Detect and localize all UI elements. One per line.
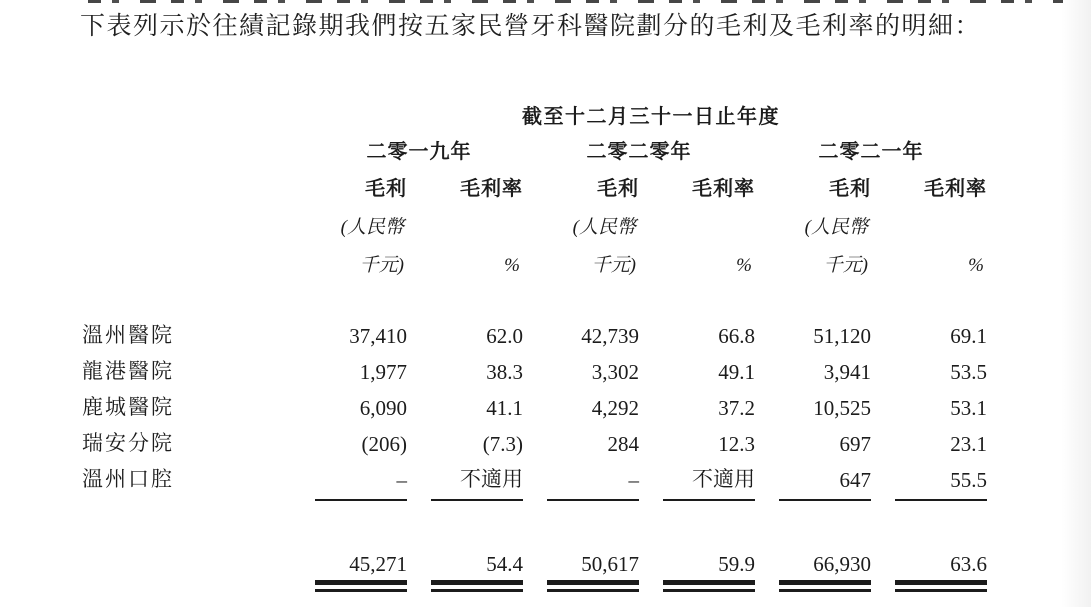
row-label: 鹿城醫院 — [82, 395, 174, 419]
cell-value: 3,302 — [591, 360, 639, 384]
double-rule — [895, 580, 987, 592]
col-header-gross-margin: 毛利率 — [460, 178, 523, 200]
table-row — [82, 421, 987, 457]
cell-value: 69.1 — [950, 324, 987, 348]
table-row — [82, 385, 987, 421]
row-label: 溫州口腔 — [82, 467, 174, 491]
unit-percent: % — [504, 255, 520, 276]
row-label: 瑞安分院 — [82, 431, 174, 455]
cell-value: 41.1 — [486, 396, 523, 420]
cell-value: – — [396, 468, 407, 492]
cell-value: 不適用 — [460, 467, 523, 491]
unit-currency-line1: (人民幣 — [804, 217, 868, 238]
table-row — [82, 313, 987, 349]
gross-profit-table — [82, 90, 987, 592]
unit-percent: % — [736, 255, 752, 276]
cell-value: (7.3) — [482, 432, 523, 456]
cell-value: (206) — [361, 432, 407, 456]
table-unit-row-1 — [82, 201, 987, 239]
spacer-row — [82, 501, 987, 552]
cell-value: 37,410 — [349, 324, 407, 348]
cell-value: 不適用 — [692, 467, 755, 491]
table-period-header-row — [82, 90, 987, 131]
single-rule — [547, 499, 639, 501]
table-year-header-row — [82, 131, 987, 164]
cell-value: 23.1 — [950, 432, 987, 456]
unit-currency-line2: 千元) — [591, 255, 636, 276]
unit-currency-line2: 千元) — [359, 255, 404, 276]
total-value: 45,271 — [349, 552, 407, 576]
col-header-gross-profit: 毛利 — [365, 178, 407, 200]
scan-cutoff-artifact — [88, 0, 1063, 3]
cell-value: 6,090 — [359, 396, 407, 420]
unit-percent: % — [968, 255, 984, 276]
total-value: 63.6 — [950, 552, 987, 576]
cell-value: – — [628, 468, 639, 492]
total-value: 59.9 — [718, 552, 755, 576]
table-unit-row-2 — [82, 239, 987, 277]
table-row — [82, 457, 987, 493]
cell-value: 10,525 — [813, 396, 871, 420]
double-rule — [315, 580, 407, 592]
cell-value: 647 — [839, 468, 871, 492]
cell-value: 1,977 — [359, 360, 407, 384]
page-edge-shadow — [1061, 0, 1091, 607]
total-value: 50,617 — [581, 552, 639, 576]
double-rule — [431, 580, 523, 592]
total-value: 66,930 — [813, 552, 871, 576]
period-header: 截至十二月三十一日止年度 — [522, 106, 780, 128]
double-rule — [663, 580, 755, 592]
cell-value: 51,120 — [813, 324, 871, 348]
subtotal-rule-row — [82, 493, 987, 501]
single-rule — [779, 499, 871, 501]
cell-value: 284 — [607, 432, 639, 456]
single-rule — [663, 499, 755, 501]
row-label: 龍港醫院 — [82, 359, 174, 383]
year-2021: 二零二一年 — [818, 141, 924, 163]
cell-value: 3,941 — [823, 360, 871, 384]
year-2020: 二零二零年 — [586, 141, 692, 163]
cell-value: 49.1 — [718, 360, 755, 384]
double-rule — [547, 580, 639, 592]
single-rule — [431, 499, 523, 501]
total-double-rule-row — [82, 577, 987, 592]
table-column-header-row — [82, 164, 987, 201]
col-header-gross-margin: 毛利率 — [924, 178, 987, 200]
single-rule — [895, 499, 987, 501]
cell-value: 53.5 — [950, 360, 987, 384]
cell-value: 53.1 — [950, 396, 987, 420]
total-row — [82, 552, 987, 577]
total-value: 54.4 — [486, 552, 523, 576]
cell-value: 37.2 — [718, 396, 755, 420]
cell-value: 38.3 — [486, 360, 523, 384]
col-header-gross-profit: 毛利 — [829, 178, 871, 200]
double-rule — [779, 580, 871, 592]
table-row — [82, 349, 987, 385]
cell-value: 697 — [839, 432, 871, 456]
unit-currency-line1: (人民幣 — [572, 217, 636, 238]
cell-value: 62.0 — [486, 324, 523, 348]
spacer-row — [82, 277, 987, 313]
year-2019: 二零一九年 — [366, 141, 472, 163]
cell-value: 55.5 — [950, 468, 987, 492]
unit-currency-line2: 千元) — [823, 255, 868, 276]
row-label: 溫州醫院 — [82, 323, 174, 347]
cell-value: 12.3 — [718, 432, 755, 456]
intro-paragraph: 下表列示於往績記錄期我們按五家民營牙科醫院劃分的毛利及毛利率的明細： — [80, 13, 982, 40]
single-rule — [315, 499, 407, 501]
col-header-gross-profit: 毛利 — [597, 178, 639, 200]
cell-value: 4,292 — [591, 396, 639, 420]
cell-value: 66.8 — [718, 324, 755, 348]
col-header-gross-margin: 毛利率 — [692, 178, 755, 200]
unit-currency-line1: (人民幣 — [340, 217, 404, 238]
cell-value: 42,739 — [581, 324, 639, 348]
